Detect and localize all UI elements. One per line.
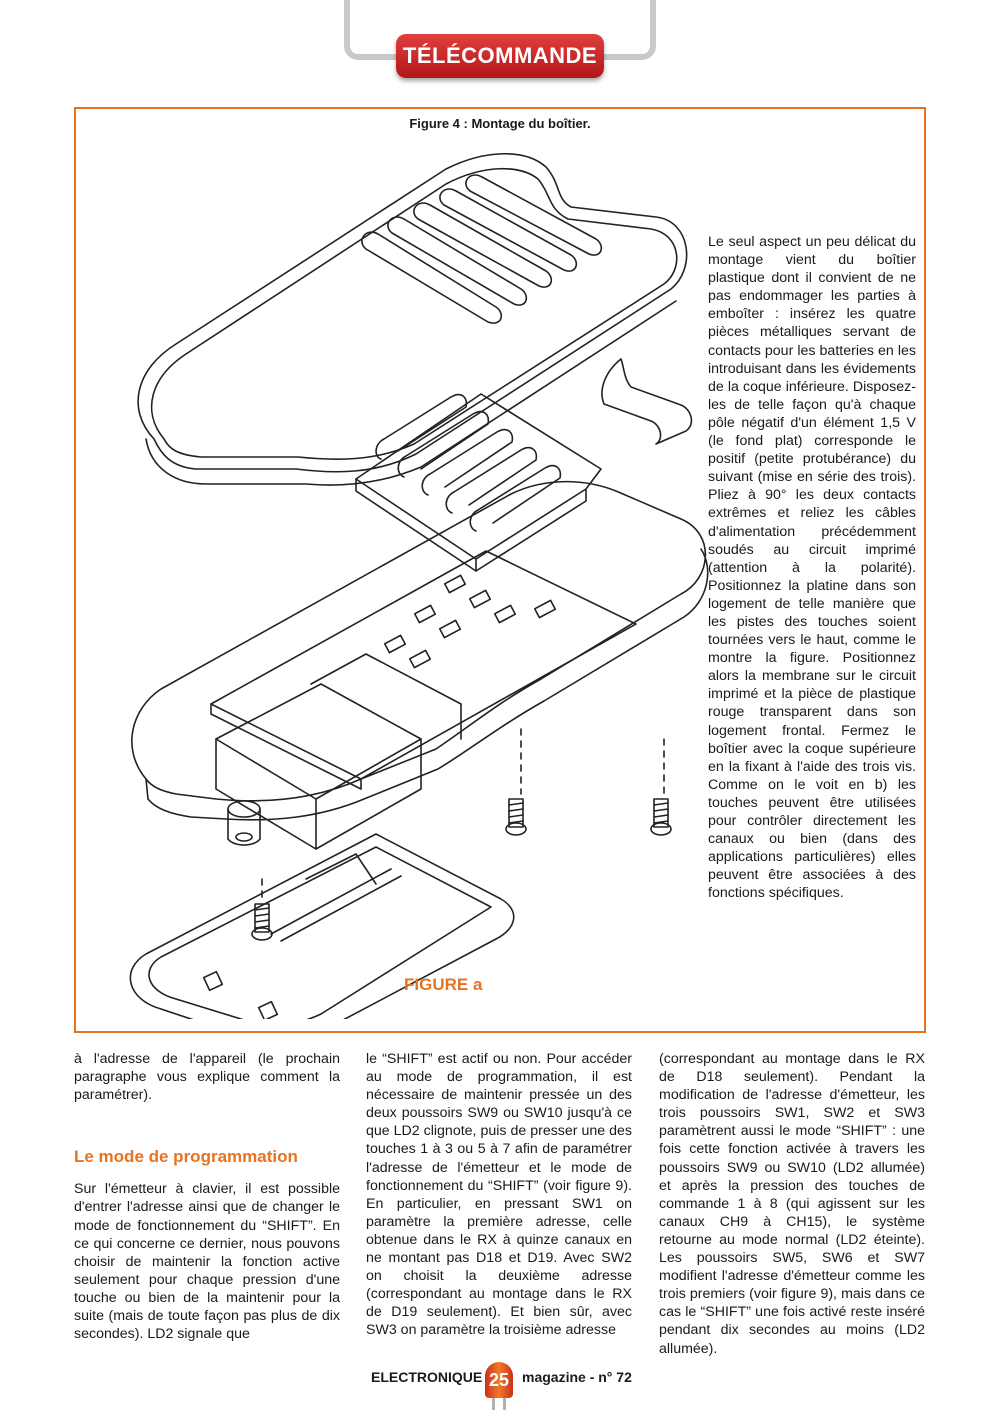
- magazine-issue: magazine - n° 72: [522, 1369, 632, 1385]
- section-title-badge: TÉLÉCOMMANDE: [396, 34, 604, 78]
- figure-side-text: Le seul aspect un peu délicat du montage vient du boîtier plastique dont il convient de ne pas endommager les parties à emboîter : insérez les quatre pièces métalliques servant de contacts pour les batteries en les introduisant dans les évidements de la coque inférieure. Disposez-les de telle façon qu'à chaque pôle négatif d'un élément 1,5 V (le fond plat) corresponde le positif (petite protubérance) du suivant (mise en série des trois). Pliez à 90° les deux contacts extrêmes et reliez les câbles d'alimentation précédemment soudés au circuit imprimé (attention à la polarité). Positionnez la platine dans son logement de telle manière que les pistes des touches soient tournées vers le haut, comme le montre la figure. Positionnez alors la membrane sur le circuit imprimé et la pièce de plastique rouge transparent dans son logement frontal. Fermez le boîtier avec la coque supérieure en la fixant à l'aide des trois vis. Comme on le voit en b) les touches peuvent être utilisées pour contrôler directement les canaux ou bien (dans des applications particulières) elles peuvent être associées à des fonctions spécifiques.: [708, 234, 916, 902]
- screw-middle: [506, 799, 526, 835]
- led-leg-right: [503, 1398, 506, 1410]
- circuit-board: [211, 551, 636, 779]
- led-leg-left: [492, 1398, 495, 1410]
- front-window-piece: [602, 359, 691, 444]
- bottom-shell: [132, 482, 706, 801]
- article-column-2: [366, 1050, 632, 1340]
- figure-box: [74, 107, 926, 1033]
- column-1-body: Sur l'émetteur à clavier, il est possible d'entrer l'adresse ainsi que de changer le mode de fonctionnement du “SHIFT”. En ce qui concerne ce dernier, nous pouvons choisir de maintenir la fonction active seulement pour chaque pression d'une touche ou bien de la maintenir pour la suite (mais de toute façon pas plus de dix secondes). LD2 signale que: [74, 1181, 340, 1343]
- figure-label: FIGURE a: [404, 975, 483, 994]
- article-column-1: [74, 1050, 340, 1343]
- page-footer: [0, 1362, 999, 1402]
- page-number-badge: [485, 1362, 513, 1398]
- column-2-body: le “SHIFT” est actif ou non. Pour accéder au mode de programmation, il est nécessaire de maintenir pressée un des deux poussoirs SW9 ou SW10 jusqu'à ce que LD2 clignote, puis de presser une des touches 1 à 3 ou 5 à 7 afin de paramétrer l'adresse de l'émetteur et le mode de fonctionnement du “SHIFT” (voir figure 9). En particulier, en pressant SW1 on paramètre la première adresse, celle obtenue dans le RX à quinze canaux en ne montant pas D18 et D19. Avec SW2 on choisit la deuxième adresse (correspondant au montage dans le RX de D19 seulement). Et bien sûr, avec SW3 on paramètre la troisième adresse: [366, 1051, 632, 1339]
- figure-caption: Figure 4 : Montage du boîtier.: [409, 116, 591, 131]
- column-1-intro: à l'adresse de l'appareil (le prochain paragraphe vous explique comment la paramétrer).: [74, 1051, 340, 1104]
- battery-compartment: [216, 684, 421, 799]
- screw-right: [651, 799, 671, 835]
- page-number: 25: [488, 1369, 510, 1390]
- remote-assembly-drawing: [116, 139, 716, 1019]
- magazine-name: ELECTRONIQUE: [371, 1369, 483, 1385]
- section-heading: Le mode de programmation: [74, 1147, 298, 1167]
- article-column-3: [659, 1050, 925, 1358]
- top-cover-shell: [138, 154, 687, 472]
- column-3-body: (correspondant au montage dans le RX de D18 seulement). Pendant la modification de l'adresse d'émetteur, les trois poussoirs SW1, SW2 et SW3 paramètrent aussi le mode “SHIFT” : une fois cette fonction activée à travers les poussoirs SW9 ou SW10 (LD2 allumée) et après la pression des touches de commande 1 à 8 (qui agissent sur les canaux CH9 à CH15), le système retourne au mode normal (LD2 éteinte). Les poussoirs SW5, SW6 et SW7 modifient l'adresse d'émetteur comme les trois premiers (voir figure 9), mais dans ce cas le “SHIFT” une fois activé reste inséré pendant dix secondes au moins (LD2 allumée).: [659, 1051, 925, 1357]
